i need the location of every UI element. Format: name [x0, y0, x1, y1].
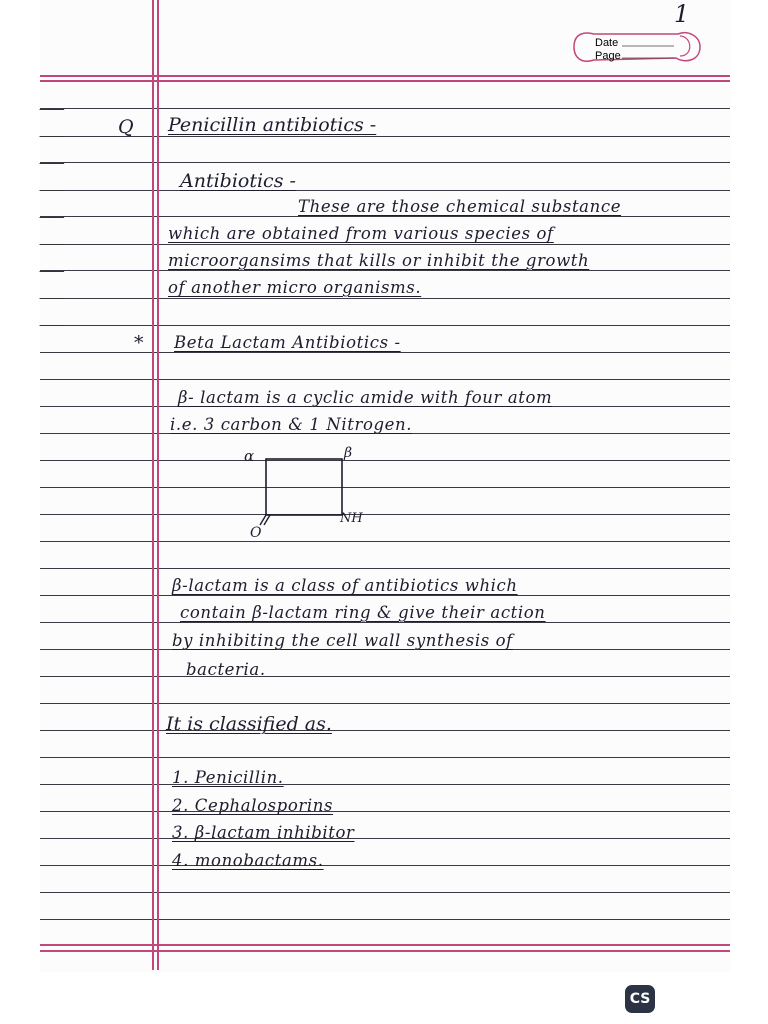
- question-marker: Q: [118, 116, 134, 138]
- antibiotics-line-3: microorgansims that kills or inhibit the growth: [168, 251, 590, 270]
- nh-label: NH: [340, 511, 363, 526]
- oxygen-label: O: [250, 525, 262, 541]
- date-box-frame: [566, 22, 704, 72]
- page-title: Penicillin antibiotics -: [168, 114, 377, 136]
- class-line-4: bacteria.: [186, 660, 266, 679]
- margin-line-left: [152, 0, 154, 970]
- beta-definition-line-2: i.e. 3 carbon & 1 Nitrogen.: [170, 415, 413, 434]
- date-page-box: [566, 22, 704, 72]
- beta-lactam-ring-diagram: [240, 445, 370, 545]
- antibiotics-line-4: of another micro organisms.: [168, 278, 422, 297]
- beta-label: β: [344, 445, 353, 461]
- beta-definition-line-1: β- lactam is a cyclic amide with four atom: [178, 388, 553, 407]
- notebook-page: [40, 0, 730, 972]
- classification-item-4: 4. monobactams.: [172, 851, 324, 870]
- page-number: 1: [674, 0, 690, 28]
- antibiotics-line-2: which are obtained from various species of: [168, 224, 554, 243]
- classification-item-1: 1. Penicillin.: [172, 768, 284, 787]
- class-line-2: contain β-lactam ring & give their action: [180, 603, 546, 622]
- page-label: Page: [595, 50, 621, 62]
- class-line-1: β-lactam is a class of antibiotics which: [172, 576, 518, 595]
- alpha-label: α: [244, 447, 255, 465]
- antibiotics-heading: Antibiotics -: [180, 170, 296, 192]
- class-line-3: by inhibiting the cell wall synthesis of: [172, 631, 513, 650]
- classified-heading: It is classified as.: [166, 713, 332, 735]
- antibiotics-line-1: These are those chemical substance: [298, 197, 622, 216]
- star-marker: *: [134, 332, 144, 354]
- classification-item-3: 3. β-lactam inhibitor: [172, 823, 355, 842]
- classification-item-2: 2. Cephalosporins: [172, 796, 334, 815]
- date-label: Date: [595, 37, 619, 49]
- margin-line-right: [157, 0, 159, 970]
- beta-lactam-heading: Beta Lactam Antibiotics -: [174, 333, 401, 352]
- camscanner-logo: CS: [625, 985, 655, 1013]
